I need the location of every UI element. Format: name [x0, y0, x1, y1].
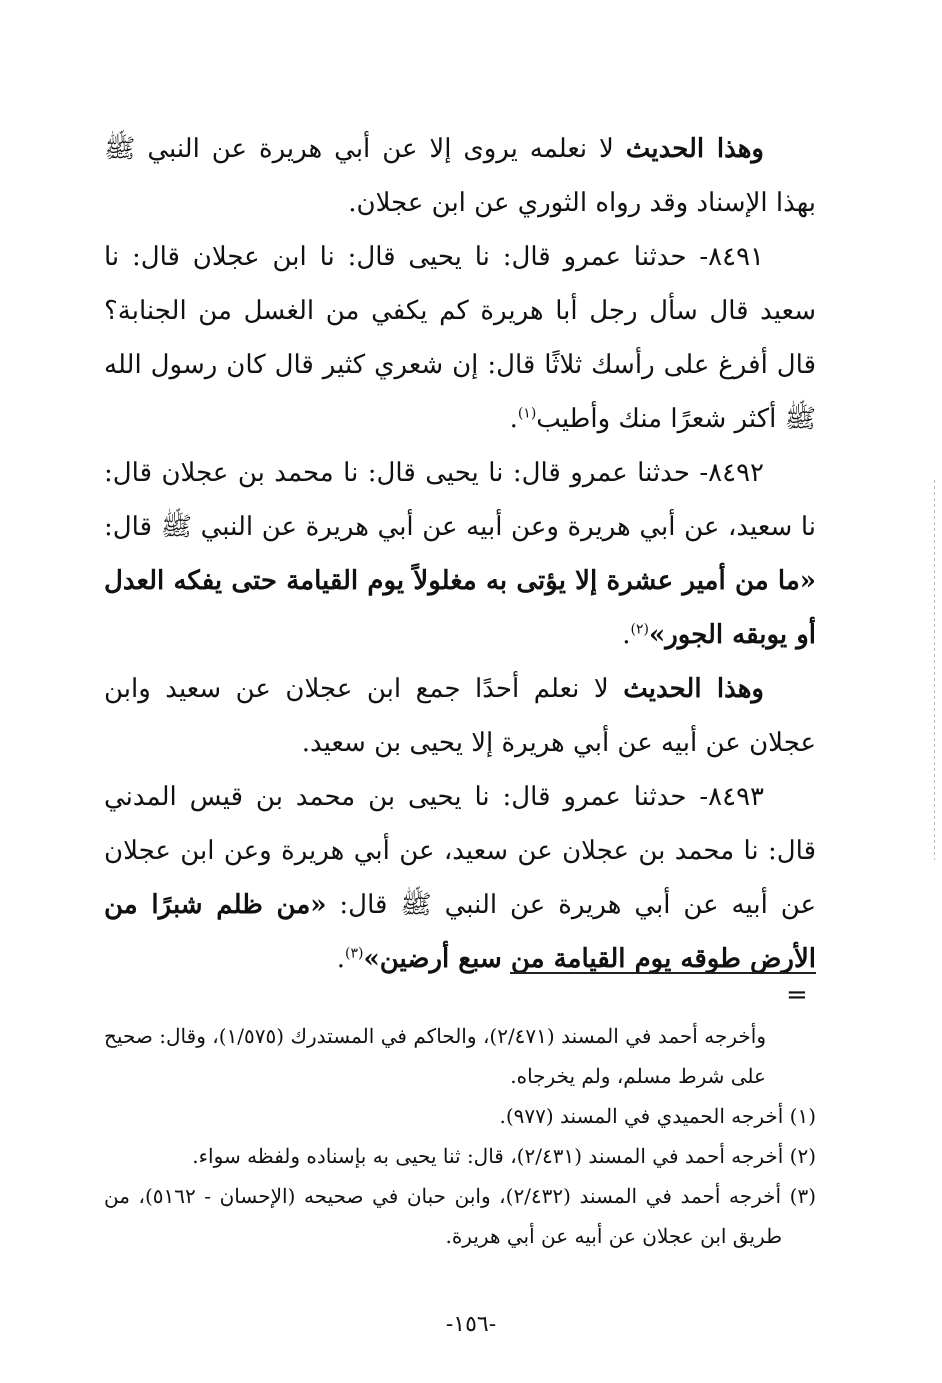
bold-phrase: وهذا الحديث: [625, 134, 764, 164]
footnote-continued: وأخرجه أحمد في المسند (٢/٤٧١)، والحاكم في المستدرك (١/٥٧٥)، وقال: صحيح على شرط مسلم، ولم يخرجاه.: [104, 1024, 766, 1088]
paragraph-end: .: [622, 620, 631, 650]
paragraph-text: ٨٤٩٣- حدثنا عمرو قال: نا يحيى بن محمد بن قيس المدني قال: نا محمد بن عجلان عن سعيد، عن أبي هريرة وعن ابن عجلان عن أبيه عن أبي هريرة عن النبي ﷺ قال:: [104, 782, 816, 920]
paragraph-text: لا نعلم أحدًا جمع ابن عجلان عن سعيد وابن عجلان عن أبيه عن أبي هريرة إلا يحيى بن سعيد.: [104, 674, 816, 758]
footnote-separator: [510, 972, 816, 974]
bold-phrase: وهذا الحديث: [623, 674, 764, 704]
paragraph-end: .: [336, 944, 346, 974]
footnote-ref: (٢): [630, 621, 649, 638]
hadith-8493: [104, 770, 816, 986]
footnote-ref: (٣): [345, 945, 364, 962]
paragraph-end: .: [509, 404, 518, 434]
footnote-1: (١) أخرجه الحميدي في المسند (٩٧٧).: [499, 1104, 816, 1128]
footnote-2: (٢) أخرجه أحمد في المسند (٢/٤٣١)، قال: ثنا يحيى به بإسناده ولفظه سواء.: [192, 1144, 816, 1168]
hadith-matn: «ما من أمير عشرة إلا يؤتى به مغلولاً يوم القيامة حتى يفكه العدل أو يوبقه الجور»: [104, 566, 816, 650]
paragraph-text: ٨٤٩٢- حدثنا عمرو قال: نا يحيى قال: نا محمد بن عجلان قال: نا سعيد، عن أبي هريرة وعن أبيه عن أبي هريرة عن النبي ﷺ قال:: [104, 458, 816, 542]
footnote-3: (٣) أخرجه أحمد في المسند (٢/٤٣٢)، وابن حبان في صحيحه (الإحسان - ٥١٦٢)، من طريق ابن عجلان عن أبيه عن أبي هريرة.: [104, 1184, 816, 1248]
footnotes: [104, 1016, 816, 1256]
paragraph-4: [104, 662, 816, 770]
footnote-ref: (١): [517, 405, 537, 422]
paragraph-1: [104, 122, 816, 230]
paragraph-text: ٨٤٩١- حدثنا عمرو قال: نا يحيى قال: نا ابن عجلان قال: نا سعيد قال سأل رجل أبا هريرة كم يكفي من الغسل من الجنابة؟ قال أفرغ على رأسك ثلاثًا قال: إن شعري كثير قال كان رسول الله ﷺ أكثر شعرًا منك وأطيب: [104, 242, 816, 434]
continuation-mark: =: [786, 980, 808, 1010]
hadith-8491: [104, 230, 816, 446]
page-number: -١٥٦-: [445, 1312, 497, 1337]
paragraph-text: لا نعلمه يروى إلا عن أبي هريرة عن النبي ﷺ بهذا الإسناد وقد رواه الثوري عن ابن عجلان.: [104, 134, 816, 218]
hadith-matn: «من ظلم شبرًا من الأرض طوقه يوم القيامة من سبع أرضين»: [104, 890, 816, 974]
scan-edge-mark: [934, 480, 935, 860]
main-text: [104, 122, 816, 986]
hadith-8492: [104, 446, 816, 662]
